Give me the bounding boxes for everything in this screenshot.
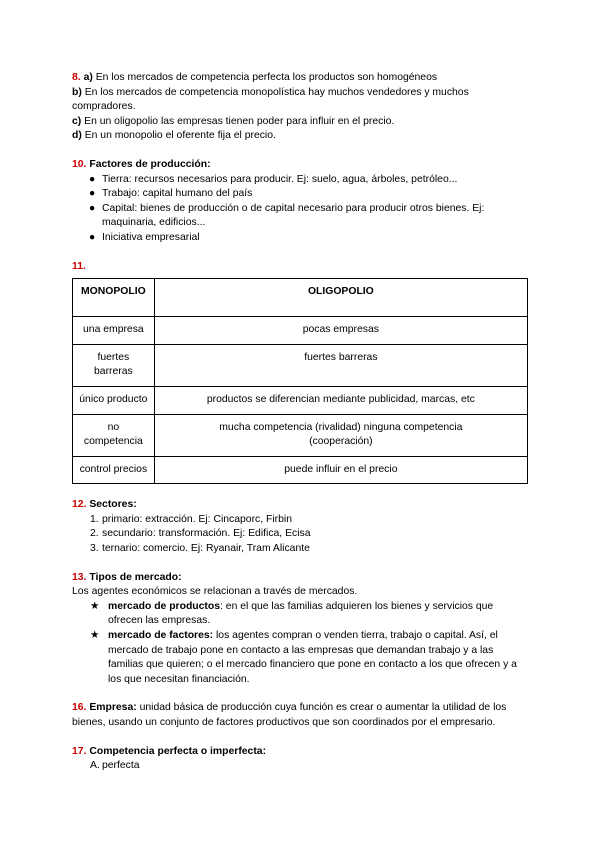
table-cell: único producto xyxy=(73,386,155,414)
list-number: 1. xyxy=(90,513,99,525)
document-content xyxy=(72,71,528,774)
q13-intro: Los agentes económicos se relacionan a través de mercados. xyxy=(72,586,358,598)
list-item-text: los agentes compran o venden tierra, trabajo o capital. Así, el mercado de trabajo pone en contacto a las empresas que demandan trabajo y a las familias que quieren; o el mercado financiero que pone en contacto a los que ofrecen y a los que necesitan financiación. xyxy=(108,630,517,685)
list-number: 3. xyxy=(90,543,99,555)
list-item-text: primario: extracción. Ej: Cincaporc, Firbin xyxy=(102,513,292,525)
list-number: 2. xyxy=(90,528,99,540)
table-cell: no competencia xyxy=(73,414,155,456)
table-cell: fuertes barreras xyxy=(154,344,527,386)
question-10 xyxy=(72,158,528,246)
q13-number: 13. xyxy=(72,571,87,583)
table-row xyxy=(73,317,528,345)
q13-list xyxy=(72,600,528,688)
table-cell: fuertes barreras xyxy=(73,344,155,386)
question-12 xyxy=(72,498,528,556)
list-item xyxy=(72,600,528,629)
list-item xyxy=(72,759,528,774)
question-11 xyxy=(72,260,528,485)
table-cell: control precios xyxy=(73,456,155,484)
list-item-text: secundario: transformación. Ej: Edifica, Ecisa xyxy=(102,528,311,540)
star-icon: ★ xyxy=(90,630,100,642)
q8-item-d xyxy=(72,129,528,144)
list-item-term: mercado de productos xyxy=(108,600,221,612)
q8-letter: c) xyxy=(72,115,82,127)
q8-text: En los mercados de competencia perfecta los productos son homogéneos xyxy=(95,72,438,83)
table-header-row xyxy=(73,279,528,317)
list-item-text: Capital: bienes de producción o de capital necesario para producir otros bienes. Ej: maquinaria, edificios... xyxy=(102,202,485,229)
bullet-icon: ● xyxy=(89,231,96,243)
q8-text: En un oligopolio las empresas tienen poder para influir en el precio. xyxy=(84,115,395,127)
q11-heading xyxy=(72,260,528,275)
header-oligopolio: OLIGOPOLIO xyxy=(154,279,527,317)
list-item xyxy=(72,629,528,687)
list-item-text: perfecta xyxy=(102,760,140,772)
q16-term: Empresa: xyxy=(89,702,137,714)
q8-letter: a) xyxy=(83,72,93,83)
question-8 xyxy=(72,71,528,144)
q8-item-c xyxy=(72,115,528,130)
q8-letter: d) xyxy=(72,130,82,142)
list-item-text: Trabajo: capital humano del país xyxy=(102,188,253,200)
q12-heading xyxy=(72,498,528,513)
list-item xyxy=(72,231,528,246)
table-cell: puede influir en el precio xyxy=(154,456,527,484)
list-item-text: Tierra: recursos necesarios para producir. Ej: suelo, agua, árboles, petróleo... xyxy=(102,173,458,185)
q12-list xyxy=(72,513,528,557)
q16-paragraph xyxy=(72,701,528,730)
list-item xyxy=(72,527,528,542)
table-row xyxy=(73,344,528,386)
header-monopolio: MONOPOLIO xyxy=(73,279,155,317)
table-cell: productos se diferencian mediante publicidad, marcas, etc xyxy=(154,386,527,414)
table-cell: una empresa xyxy=(73,317,155,345)
q10-number: 10. xyxy=(72,158,87,170)
q10-title: Factores de producción: xyxy=(89,158,211,170)
list-item xyxy=(72,173,528,188)
list-item-text: : en el que las familias adquieren los bienes y servicios que ofrecen las empresas. xyxy=(108,600,494,627)
list-item-text: Iniciativa empresarial xyxy=(102,231,200,243)
q12-title: Sectores: xyxy=(89,499,137,511)
q8-text: En un monopolio el oferente fija el precio. xyxy=(84,130,276,142)
table-row xyxy=(73,414,528,456)
q8-text: En los mercados de competencia monopolística hay muchos vendedores y muchos compradores. xyxy=(72,86,469,113)
table-row xyxy=(73,456,528,484)
list-item xyxy=(72,202,528,231)
list-item xyxy=(72,542,528,557)
q17-number: 17. xyxy=(72,745,87,757)
q16-number: 16. xyxy=(72,702,87,714)
q11-number: 11. xyxy=(72,260,86,272)
q17-list xyxy=(72,759,528,774)
q12-number: 12. xyxy=(72,499,87,511)
star-icon: ★ xyxy=(90,600,100,612)
q10-heading xyxy=(72,158,528,173)
list-item-text: ternario: comercio. Ej: Ryanair, Tram Alicante xyxy=(102,543,310,555)
question-16 xyxy=(72,701,528,730)
q8-item-a xyxy=(72,71,528,86)
bullet-icon: ● xyxy=(89,202,96,214)
q8-letter: b) xyxy=(72,86,82,98)
q13-heading xyxy=(72,571,528,586)
q17-title: Competencia perfecta o imperfecta: xyxy=(89,745,267,757)
table-cell: mucha competencia (rivalidad) ninguna competencia (cooperación) xyxy=(154,414,527,456)
q17-heading xyxy=(72,745,528,760)
table-cell: pocas empresas xyxy=(154,317,527,345)
q8-item-b xyxy=(72,86,528,115)
list-item-term: mercado de factores: xyxy=(108,630,214,642)
question-13 xyxy=(72,571,528,688)
list-item xyxy=(72,513,528,528)
question-17 xyxy=(72,745,528,774)
bullet-icon: ● xyxy=(89,173,96,185)
bullet-icon: ● xyxy=(89,188,96,200)
comparison-table xyxy=(72,278,528,484)
list-letter: A. xyxy=(90,760,100,772)
q8-number: 8. xyxy=(72,72,81,83)
table-row xyxy=(73,386,528,414)
q10-list xyxy=(72,173,528,246)
list-item xyxy=(72,187,528,202)
q16-text: unidad básica de producción cuya función es crear o aumentar la utilidad de los bienes, usando un conjunto de factores productivos que son coordinados por el empresario. xyxy=(72,702,507,728)
q13-title: Tipos de mercado: xyxy=(89,571,182,583)
